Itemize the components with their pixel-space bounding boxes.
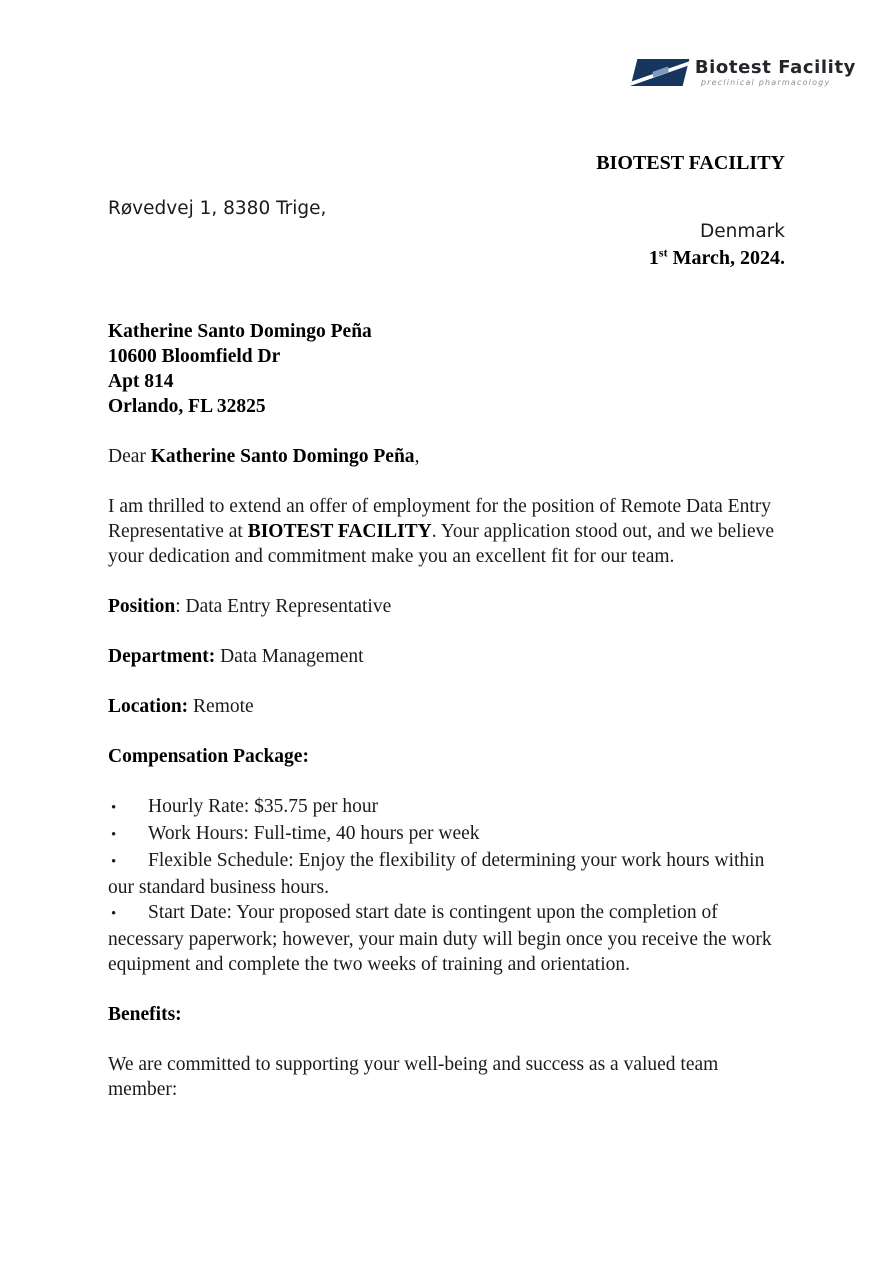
bullet-icon: • (111, 800, 117, 816)
bullet-start-date (108, 900, 785, 977)
letter-content (0, 152, 892, 1102)
benefits-heading: Benefits: (108, 1004, 182, 1025)
salutation-name: Katherine Santo Domingo Peña (150, 446, 415, 467)
recipient-name: Katherine Santo Domingo Peña (108, 321, 372, 342)
compensation-bullet-list (108, 794, 785, 977)
location-label: Location: (108, 696, 189, 717)
bullet-icon: • (111, 906, 117, 922)
position-field (108, 594, 785, 619)
department-label: Department: (108, 646, 216, 667)
intro-text-2: . Your application stood out, and we believe your dedication and commitment make you an excellent fit for our team. (108, 521, 775, 567)
salutation-prefix: Dear (108, 446, 151, 467)
date-day: 1 (648, 247, 659, 269)
logo-row (0, 0, 892, 88)
location-field (108, 694, 785, 719)
position-value: : Data Entry Representative (175, 596, 392, 617)
bullet-hourly-rate (108, 794, 785, 821)
department-value: Data Management (215, 646, 364, 667)
sender-address-line: Røvedvej 1, 8380 Trige, (108, 198, 327, 219)
date-ordinal-superscript: st (658, 245, 668, 260)
biotest-flag-icon (630, 59, 689, 86)
intro-text-1: I am thrilled to extend an offer of employment for the position of Remote Data Entry Representative at (108, 496, 771, 542)
bullet-work-hours-text: Work Hours: Full-time, 40 hours per week (148, 823, 480, 844)
date-rest: March, 2024. (667, 247, 785, 269)
recipient-block (108, 319, 785, 419)
logo-swoosh-accent-icon (652, 67, 668, 78)
bullet-icon: • (111, 827, 117, 843)
bullet-flexible-schedule-text: Flexible Schedule: Enjoy the flexibility of determining your work hours within our standard business hours. (108, 850, 765, 898)
salutation-suffix: , (414, 446, 420, 467)
intro-company-bold: BIOTEST FACILITY (247, 521, 432, 542)
logo-tagline: preclinical pharmacology (700, 78, 831, 87)
salutation (108, 444, 785, 469)
department-field (108, 644, 785, 669)
intro-paragraph (108, 494, 785, 569)
benefits-intro: We are committed to supporting your well-being and success as a valued team member: (108, 1054, 719, 1100)
letter-date (108, 246, 785, 271)
bullet-hourly-rate-text: Hourly Rate: $35.75 per hour (148, 796, 379, 817)
logo-company-name: Biotest Facility (694, 57, 856, 78)
company-logo (634, 57, 856, 88)
company-name-heading: BIOTEST FACILITY (596, 152, 785, 174)
bullet-work-hours (108, 821, 785, 848)
bullet-start-date-text: Start Date: Your proposed start date is contingent upon the completion of necessary paperwork; however, your main duty will begin once you receive the work equipment and complete the two weeks of training and orientation. (108, 902, 772, 975)
position-label: Position (108, 596, 176, 617)
location-value: Remote (188, 696, 254, 717)
recipient-address-line-3: Orlando, FL 32825 (108, 396, 266, 417)
recipient-address-line-1: 10600 Bloomfield Dr (108, 346, 281, 367)
recipient-address-line-2: Apt 814 (108, 371, 174, 392)
bullet-flexible-schedule (108, 848, 785, 900)
logo-text-block (695, 57, 856, 88)
sender-country: Denmark (699, 221, 785, 242)
compensation-heading: Compensation Package: (108, 746, 309, 767)
bullet-icon: • (111, 854, 117, 870)
